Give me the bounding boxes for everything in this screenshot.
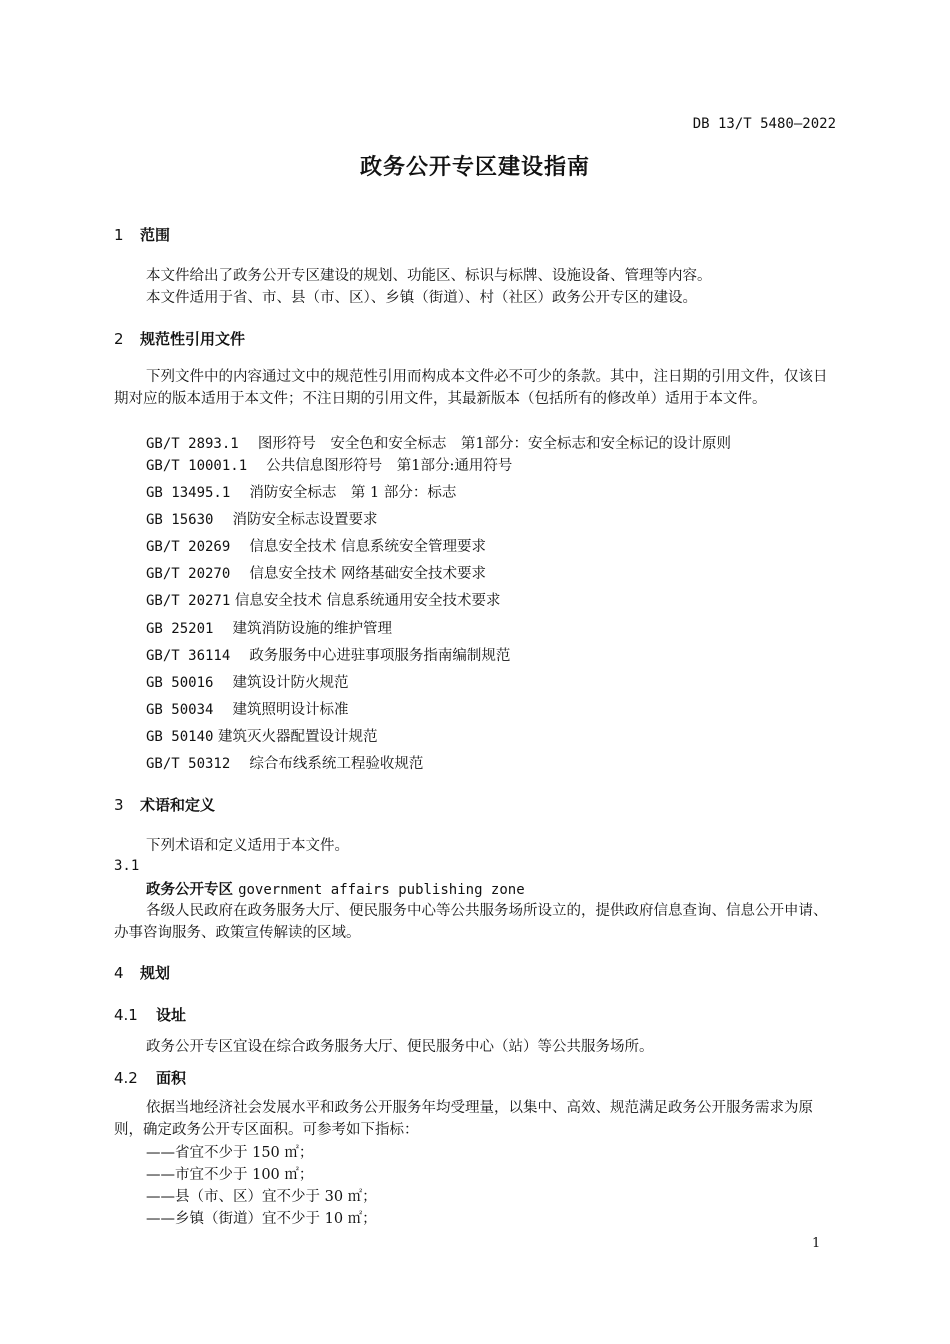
clause-number: 3.1 [114, 858, 140, 874]
term-english: government affairs publishing zone [238, 882, 525, 898]
list-item: ——乡镇（街道）宜不少于 10 ㎡； [146, 1211, 377, 1227]
reference-code: GB/T 10001.1 [146, 458, 248, 474]
section-number: 4 [114, 964, 124, 982]
section-number: 1 [114, 226, 124, 244]
list-item: ——市宜不少于 100 ㎡； [146, 1167, 314, 1183]
reference-code: GB/T 50312 [146, 756, 231, 772]
reference-item [146, 671, 349, 692]
page-number: 1 [812, 1236, 821, 1251]
reference-item [146, 589, 501, 610]
reference-code: GB 15630 [146, 512, 214, 528]
paragraph: 依据当地经济社会发展水平和政务公开服务年均受理量，以集中、高效、规范满足政务公开服务需求为原则，确定政务公开专区面积。可参考如下指标： [114, 1100, 813, 1138]
paragraph: 政务公开专区宜设在综合政务服务大厅、便民服务中心（站）等公共服务场所。 [146, 1039, 654, 1055]
reference-title: 信息安全技术 信息系统安全管理要求 [249, 539, 487, 555]
reference-title: 政务服务中心进驻事项服务指南编制规范 [249, 648, 511, 664]
section-2-heading [114, 328, 245, 349]
reference-title: 建筑消防设施的维护管理 [232, 621, 393, 637]
section-1-heading [114, 224, 170, 245]
reference-code: GB 13495.1 [146, 485, 231, 501]
subsection-4-2-heading [114, 1067, 186, 1088]
reference-title: 公共信息图形符号 第1部分:通用符号 [266, 458, 513, 474]
reference-code: GB 25201 [146, 621, 214, 637]
reference-item [146, 562, 486, 583]
section-number: 3 [114, 796, 124, 814]
list-item: ——县（市、区）宜不少于 30 ㎡； [146, 1189, 377, 1205]
reference-code: GB 50016 [146, 675, 214, 691]
reference-item [146, 698, 349, 719]
standard-number: DB 13/T 5480—2022 [692, 116, 836, 132]
reference-code: GB/T 20271 [146, 593, 231, 609]
reference-item [146, 752, 423, 773]
reference-item [146, 454, 512, 475]
section-3-heading [114, 794, 215, 815]
reference-title: 建筑设计防火规范 [232, 675, 349, 691]
section-title: 范围 [140, 226, 171, 244]
paragraph: 下列术语和定义适用于本文件。 [146, 838, 349, 854]
reference-title: 信息安全技术 信息系统通用安全技术要求 [234, 593, 501, 609]
reference-item [146, 535, 486, 556]
subsection-title: 设址 [156, 1006, 187, 1024]
subsection-number: 4.2 [114, 1069, 138, 1087]
reference-code: GB/T 36114 [146, 648, 231, 664]
reference-code: GB 50140 [146, 729, 214, 745]
reference-title: 消防安全标志 第 1 部分：标志 [249, 485, 457, 501]
reference-title: 建筑照明设计标准 [232, 702, 349, 718]
reference-code: GB/T 20270 [146, 566, 231, 582]
document-title: 政务公开专区建设指南 [359, 155, 590, 180]
paragraph: 本文件给出了政务公开专区建设的规划、功能区、标识与标牌、设施设备、管理等内容。 [146, 268, 712, 284]
list-item: ——省宜不少于 150 ㎡； [146, 1145, 314, 1161]
reference-item [146, 432, 731, 453]
reference-title: 消防安全标志设置要求 [232, 512, 378, 528]
reference-item [146, 617, 392, 638]
subsection-4-1-heading [114, 1004, 186, 1025]
subsection-number: 4.1 [114, 1006, 138, 1024]
paragraph: 本文件适用于省、市、县（市、区）、乡镇（街道）、村（社区）政务公开专区的建设。 [146, 290, 697, 306]
reference-code: GB 50034 [146, 702, 214, 718]
section-title: 术语和定义 [140, 796, 216, 814]
section-4-heading [114, 962, 170, 983]
reference-title: 综合布线系统工程验收规范 [249, 756, 424, 772]
term-definition: 各级人民政府在政务服务大厅、便民服务中心等公共服务场所设立的，提供政府信息查询、信息公开申请、办事咨询服务、政策宣传解读的区域。 [114, 903, 828, 941]
reference-item [146, 481, 456, 502]
reference-item [146, 644, 510, 665]
section-number: 2 [114, 330, 124, 348]
reference-title: 图形符号 安全色和安全标志 第1部分：安全标志和安全标记的设计原则 [257, 436, 732, 452]
reference-item [146, 508, 378, 529]
paragraph: 下列文件中的内容通过文中的规范性引用而构成本文件必不可少的条款。其中，注日期的引用文件，仅该日期对应的版本适用于本文件；不注日期的引用文件，其最新版本（包括所有的修改单）适用于本文件。 [114, 369, 828, 407]
subsection-title: 面积 [156, 1069, 187, 1087]
term-entry [146, 878, 525, 899]
reference-item [146, 725, 378, 746]
section-title: 规划 [140, 964, 171, 982]
reference-code: GB/T 20269 [146, 539, 231, 555]
reference-title: 信息安全技术 网络基础安全技术要求 [249, 566, 487, 582]
reference-code: GB/T 2893.1 [146, 436, 239, 452]
term-chinese: 政务公开专区 [146, 882, 233, 898]
section-title: 规范性引用文件 [140, 330, 246, 348]
reference-title: 建筑灭火器配置设计规范 [218, 729, 378, 745]
